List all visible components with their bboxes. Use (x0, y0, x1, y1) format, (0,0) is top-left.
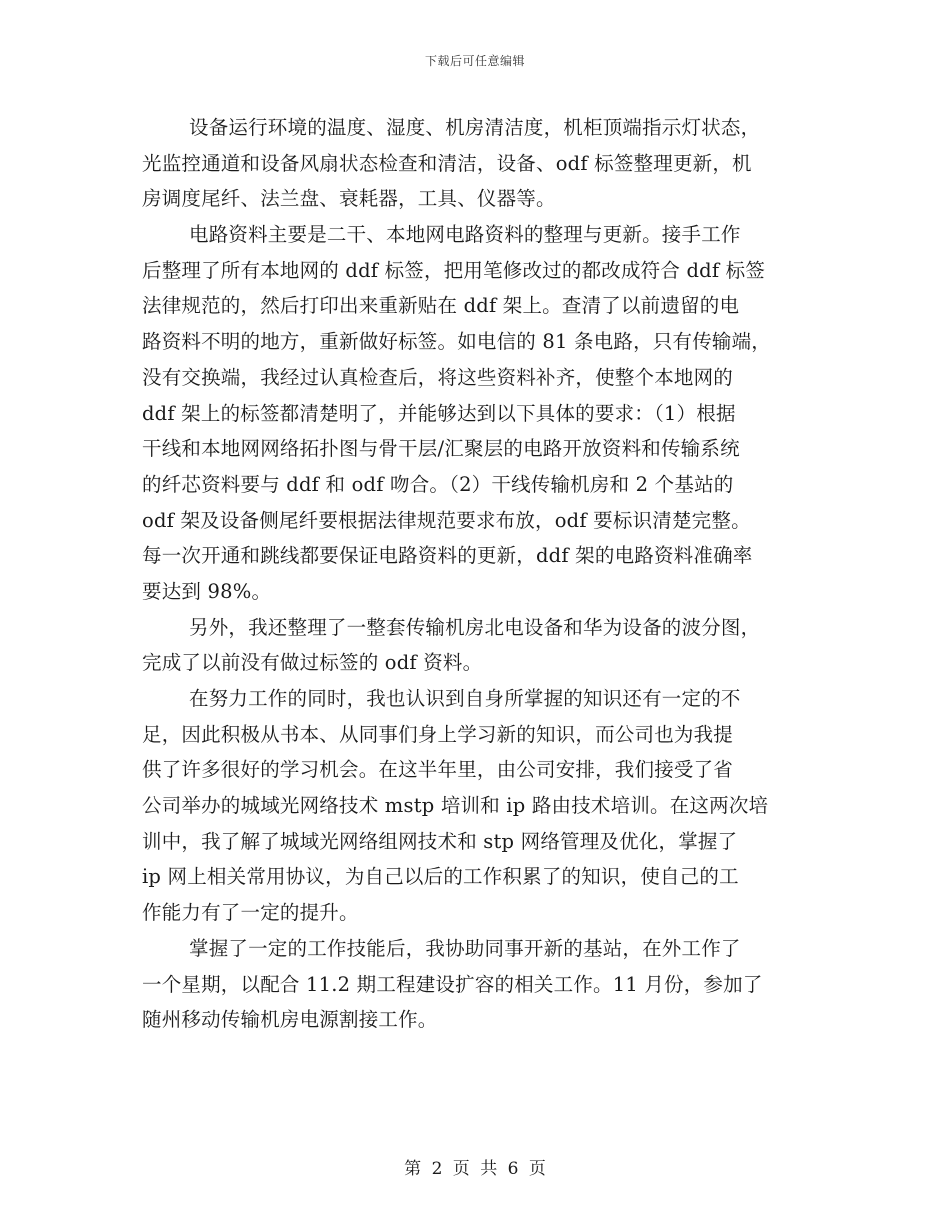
text-line: 后整理了所有本地网的 ddf 标签，把用笔修改过的都改成符合 ddf 标签 (142, 258, 766, 282)
paragraph-5 (142, 931, 808, 1038)
text-line: 供了许多很好的学习机会。在这半年里，由公司安排，我们接受了省 (142, 758, 734, 782)
text-line: 每一次开通和跳线都要保证电路资料的更新，ddf 架的电路资料准确率 (142, 544, 753, 568)
text-line: 掌握了一定的工作技能后，我协助同事开新的基站，在外工作了 (189, 936, 741, 960)
text-line: 电路资料主要是二干、本地网电路资料的整理与更新。接手工作 (189, 223, 741, 247)
text-line: 另外，我还整理了一整套传输机房北电设备和华为设备的波分图， (189, 615, 761, 639)
text-line: 路资料不明的地方，重新做好标签。如电信的 81 条电路，只有传输端， (142, 330, 772, 354)
text-line: 设备运行环境的温度、湿度、机房清洁度，机柜顶端指示灯状态， (189, 116, 761, 139)
paragraph-2 (142, 217, 808, 610)
text-line: 公司举办的城域光网络技术 mstp 培训和 ip 路由技术培训。在这两次培 (142, 794, 769, 818)
text-line: 房调度尾纤、法兰盘、衰耗器，工具、仪器等。 (142, 187, 556, 211)
text-line: 作能力有了一定的提升。 (142, 901, 359, 925)
text-line: 法律规范的，然后打印出来重新贴在 ddf 架上。查清了以前遗留的电 (142, 294, 740, 318)
text-line: 完成了以前没有做过标签的 odf 资料。 (142, 651, 483, 675)
text-line: ip 网上相关常用协议，为自己以后的工作积累了的知识，使自己的工 (142, 865, 739, 889)
paragraph-1 (142, 110, 808, 217)
document-body (142, 110, 808, 1038)
text-line: 要达到 98%。 (142, 579, 272, 603)
text-line: ddf 架上的标签都清楚明了，并能够达到以下具体的要求：（1）根据 (142, 401, 736, 425)
text-line: 足，因此积极从书本、从同事们身上学习新的知识，而公司也为我提 (142, 722, 734, 746)
text-line: 随州移动传输机房电源割接工作。 (142, 1008, 438, 1032)
text-line: 的纤芯资料要与 ddf 和 odf 吻合。（2）干线传输机房和 2 个基站的 (142, 472, 734, 496)
text-line: 光监控通道和设备风扇状态检查和清洁，设备、odf 标签整理更新，机 (142, 151, 752, 175)
paragraph-4 (142, 681, 808, 931)
paragraph-3 (142, 610, 808, 681)
text-line: 一个星期，以配合 11.2 期工程建设扩容的相关工作。11 月份，参加了 (142, 972, 763, 996)
page-footer: 第 2 页 共 6 页 (404, 1159, 546, 1179)
text-line: 干线和本地网网络拓扑图与骨干层/汇聚层的电路开放资料和传输系统 (142, 437, 740, 461)
text-line: 在努力工作的同时，我也认识到自身所掌握的知识还有一定的不 (189, 687, 741, 710)
text-line: odf 架及设备侧尾纤要根据法律规范要求布放，odf 要标识清楚完整。 (142, 508, 751, 532)
page-header: 下载后可任意编辑 (424, 54, 525, 68)
text-line: 没有交换端，我经过认真检查后，将这些资料补齐，使整个本地网的 (142, 365, 734, 389)
text-line: 训中，我了解了城域光网络组网技术和 stp 网络管理及优化，掌握了 (142, 829, 738, 853)
